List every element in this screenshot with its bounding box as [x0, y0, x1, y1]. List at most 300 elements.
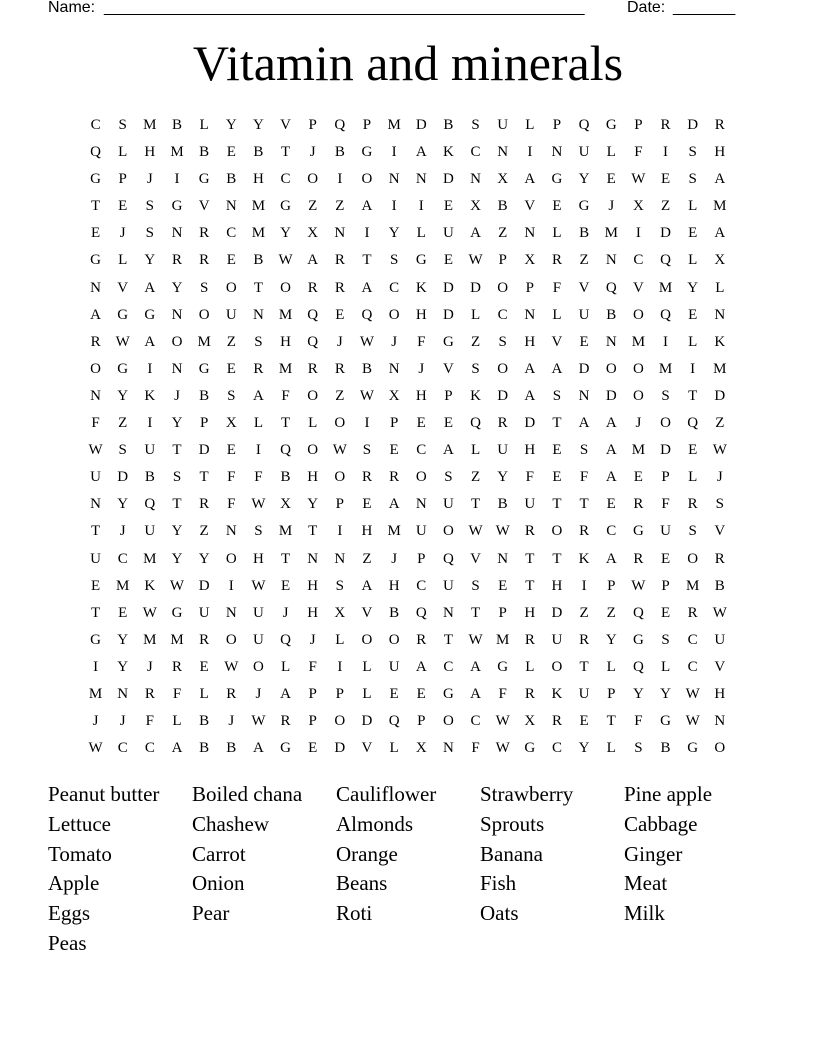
grid-letter: K — [144, 387, 156, 404]
word-list-item: Ginger — [624, 841, 683, 866]
grid-letter: R — [633, 550, 644, 567]
grid-letter: Y — [307, 496, 319, 513]
grid-letter: I — [663, 333, 669, 350]
grid-letter: O — [714, 740, 726, 757]
grid-letter: B — [280, 469, 291, 486]
grid-letter: M — [278, 523, 293, 540]
grid-letter: R — [171, 252, 182, 269]
grid-letter: S — [634, 740, 643, 757]
grid-letter: S — [254, 523, 263, 540]
grid-letter: R — [253, 360, 264, 377]
grid-letter: I — [93, 658, 99, 675]
grid-letter: L — [606, 144, 616, 161]
grid-letter: P — [362, 117, 372, 133]
grid-letter: K — [470, 387, 481, 404]
grid-letter: P — [607, 577, 616, 594]
grid-letter: A — [578, 415, 590, 432]
grid-letter: R — [361, 469, 372, 486]
grid-letter: Y — [578, 740, 590, 757]
grid-letter: R — [687, 604, 698, 621]
grid-letter: D — [415, 117, 427, 133]
grid-letter: B — [171, 117, 182, 133]
grid-letter: U — [252, 631, 264, 648]
grid-letter: O — [388, 306, 400, 323]
grid-letter: L — [688, 333, 698, 350]
grid-letter: D — [198, 442, 210, 459]
grid-letter: A — [605, 415, 617, 432]
grid-letter: V — [361, 604, 373, 621]
grid-letter: R — [524, 523, 535, 540]
grid-letter: H — [252, 171, 264, 188]
grid-letter: Y — [171, 415, 183, 432]
grid-letter: B — [199, 144, 210, 161]
grid-letter: N — [171, 225, 183, 242]
grid-letter: O — [307, 171, 319, 188]
grid-letter: G — [90, 171, 101, 188]
grid-letter: E — [90, 225, 101, 242]
grid-letter: Y — [117, 631, 129, 648]
grid-letter: E — [226, 442, 236, 459]
grid-letter: M — [143, 117, 157, 133]
grid-letter: Y — [117, 387, 129, 404]
grid-letter: G — [361, 144, 373, 161]
grid-letter: T — [525, 577, 535, 594]
grid-letter: O — [361, 171, 373, 188]
grid-letter: B — [579, 225, 590, 242]
grid-letter: J — [635, 415, 642, 432]
grid-letter: E — [362, 496, 372, 513]
grid-letter: G — [442, 333, 454, 350]
grid-letter: U — [415, 523, 427, 540]
grid-letter: B — [226, 171, 237, 188]
word-list-item: Cabbage — [624, 811, 698, 836]
word-list-item: Pine apple — [624, 782, 713, 806]
grid-letter: R — [199, 496, 210, 513]
grid-letter: G — [415, 252, 427, 269]
grid-letter: H — [307, 577, 319, 594]
grid-letter: A — [524, 171, 536, 188]
grid-letter: O — [171, 333, 183, 350]
grid-letter: G — [578, 198, 590, 215]
grid-letter: O — [605, 360, 617, 377]
grid-row — [82, 113, 734, 140]
grid-letter: L — [525, 117, 535, 133]
grid-letter: Q — [280, 631, 291, 648]
grid-letter: S — [661, 387, 670, 404]
grid-letter: S — [688, 171, 697, 188]
grid-letter: E — [660, 171, 671, 188]
grid-letter: N — [171, 360, 183, 377]
word-list-item: Apple — [48, 871, 100, 896]
grid-row — [82, 384, 734, 411]
grid-letter: B — [497, 496, 508, 513]
grid-letter: Q — [605, 279, 617, 296]
grid-letter: D — [470, 279, 481, 296]
grid-letter: M — [685, 577, 700, 594]
grid-letter: N — [714, 306, 726, 323]
grid-letter: P — [335, 496, 344, 513]
grid-letter: M — [658, 279, 673, 296]
grid-letter: U — [551, 631, 563, 648]
grid-letter: Q — [442, 550, 454, 567]
grid-letter: P — [607, 685, 616, 702]
grid-letter: G — [198, 171, 210, 188]
grid-letter: J — [336, 333, 343, 350]
grid-letter: A — [252, 387, 264, 404]
grid-letter: E — [416, 415, 426, 432]
grid-letter: V — [442, 360, 454, 377]
grid-letter: A — [361, 198, 373, 215]
grid-letter: G — [117, 360, 129, 377]
grid-letter: D — [687, 117, 699, 133]
grid-letter: E — [660, 604, 671, 621]
grid-letter: Z — [199, 523, 209, 540]
grid-letter: M — [88, 685, 103, 702]
grid-letter: M — [170, 144, 184, 161]
grid-letter: Y — [117, 496, 129, 513]
grid-letter: J — [228, 713, 235, 730]
grid-letter: L — [362, 685, 372, 702]
word-list-item: Roti — [336, 901, 373, 926]
grid-letter: Y — [171, 550, 183, 567]
grid-letter: Y — [198, 550, 210, 567]
grid-letter: Y — [280, 225, 291, 242]
grid-letter: C — [443, 658, 454, 675]
grid-letter: V — [470, 550, 481, 567]
grid-letter: K — [415, 279, 427, 296]
grid-letter: D — [442, 171, 454, 188]
grid-letter: L — [552, 306, 562, 323]
grid-letter: Z — [470, 469, 481, 486]
grid-letter: R — [660, 117, 671, 133]
grid-letter: S — [552, 387, 562, 404]
grid-letter: N — [334, 550, 346, 567]
grid-letter: J — [119, 523, 126, 540]
grid-letter: W — [712, 604, 727, 621]
grid-letter: P — [417, 713, 426, 730]
grid-letter: K — [144, 577, 156, 594]
grid-row — [82, 303, 734, 330]
grid-letter: C — [470, 713, 481, 730]
grid-letter: O — [334, 469, 346, 486]
grid-letter: B — [253, 144, 264, 161]
grid-letter: F — [634, 713, 643, 730]
grid-letter: H — [307, 469, 319, 486]
grid-letter: E — [416, 685, 426, 702]
grid-letter: O — [334, 415, 346, 432]
grid-letter: L — [389, 740, 399, 757]
grid-letter: O — [90, 360, 101, 377]
grid-letter: J — [418, 360, 425, 377]
grid-letter: O — [442, 713, 454, 730]
grid-letter: I — [527, 144, 533, 161]
grid-letter: O — [361, 631, 373, 648]
grid-letter: E — [118, 198, 128, 215]
grid-letter: U — [90, 469, 101, 486]
grid-letter: S — [145, 225, 155, 242]
grid-row — [82, 438, 734, 465]
grid-letter: T — [253, 279, 263, 296]
grid-letter: I — [337, 658, 343, 675]
grid-letter: E — [389, 685, 399, 702]
grid-letter: J — [174, 387, 180, 404]
grid-row — [82, 465, 734, 492]
grid-letter: O — [252, 658, 264, 675]
grid-letter: I — [228, 577, 234, 594]
grid-letter: Q — [632, 658, 644, 675]
header-line — [48, 0, 748, 20]
grid-letter: V — [632, 279, 644, 296]
grid-letter: L — [688, 469, 698, 486]
grid-letter: H — [714, 144, 726, 161]
grid-letter: O — [632, 360, 644, 377]
word-list-item: Pear — [192, 901, 230, 926]
grid-letter: I — [337, 523, 343, 540]
grid-letter: Z — [470, 333, 481, 350]
grid-letter: A — [470, 658, 481, 675]
grid-letter: M — [116, 577, 130, 594]
grid-letter: D — [442, 306, 454, 323]
date-blank-line: _______ — [673, 0, 736, 16]
grid-letter: H — [524, 442, 536, 459]
grid-row — [82, 547, 734, 574]
grid-letter: W — [115, 333, 130, 350]
grid-letter: C — [606, 523, 617, 540]
grid-letter: Y — [578, 171, 590, 188]
grid-letter: P — [661, 469, 670, 486]
grid-letter: C — [144, 740, 155, 757]
grid-letter: F — [498, 685, 507, 702]
word-list-item: Oats — [480, 901, 519, 926]
grid-letter: Z — [362, 550, 372, 567]
grid-letter: Z — [308, 198, 318, 215]
grid-letter: B — [714, 577, 725, 594]
grid-letter: M — [197, 333, 211, 350]
grid-letter: T — [90, 604, 101, 621]
grid-letter: Y — [687, 279, 699, 296]
grid-letter: U — [90, 550, 101, 567]
grid-letter: N — [415, 171, 427, 188]
grid-letter: O — [632, 306, 644, 323]
grid-row — [82, 194, 734, 221]
grid-letter: T — [90, 198, 101, 215]
grid-letter: T — [90, 523, 101, 540]
grid-letter: N — [388, 171, 400, 188]
grid-letter: H — [252, 550, 264, 567]
grid-letter: L — [525, 658, 535, 675]
grid-letter: Q — [90, 144, 101, 161]
grid-letter: J — [119, 225, 126, 242]
grid-letter: U — [225, 306, 237, 323]
grid-row — [82, 411, 734, 438]
grid-letter: W — [88, 740, 103, 757]
grid-letter: C — [117, 550, 128, 567]
grid-row — [82, 601, 734, 628]
grid-letter: X — [307, 225, 319, 242]
grid-letter: L — [199, 685, 209, 702]
grid-letter: N — [90, 387, 101, 404]
grid-letter: P — [525, 279, 534, 296]
grid-letter: P — [634, 117, 643, 133]
grid-letter: E — [118, 604, 128, 621]
grid-letter: O — [442, 523, 454, 540]
grid-letter: Z — [335, 198, 345, 215]
word-list-item: Almonds — [336, 811, 414, 836]
grid-letter: P — [199, 415, 209, 432]
grid-letter: O — [388, 631, 400, 648]
grid-letter: L — [308, 415, 318, 432]
grid-letter: H — [388, 577, 400, 594]
grid-letter: M — [387, 523, 401, 540]
grid-letter: I — [418, 198, 424, 215]
grid-letter: J — [92, 713, 99, 730]
grid-letter: P — [308, 117, 317, 133]
grid-letter: P — [417, 550, 426, 567]
grid-letter: I — [147, 360, 153, 377]
grid-letter: T — [172, 496, 182, 513]
grid-letter: W — [251, 577, 266, 594]
grid-letter: I — [364, 225, 370, 242]
grid-letter: O — [334, 713, 346, 730]
grid-letter: H — [144, 144, 156, 161]
grid-row — [82, 519, 734, 546]
grid-letter: Z — [579, 604, 589, 621]
grid-letter: X — [388, 387, 400, 404]
grid-letter: M — [496, 631, 510, 648]
grid-letter: I — [255, 442, 261, 459]
grid-letter: E — [606, 171, 616, 188]
word-list-item: Peanut butter — [48, 782, 160, 806]
grid-letter: R — [226, 685, 237, 702]
grid-letter: I — [391, 198, 397, 215]
grid-letter: C — [497, 306, 508, 323]
grid-letter: K — [551, 685, 563, 702]
grid-letter: I — [663, 144, 669, 161]
word-list-item: Boiled chana — [192, 782, 303, 806]
grid-letter: L — [552, 225, 562, 242]
grid-letter: S — [362, 442, 372, 459]
grid-letter: A — [90, 306, 101, 323]
page-title: Vitamin and minerals — [192, 35, 624, 91]
grid-letter: S — [145, 198, 155, 215]
grid-letter: X — [225, 415, 237, 432]
grid-letter: W — [251, 713, 266, 730]
grid-letter: R — [199, 225, 210, 242]
grid-letter: M — [631, 442, 646, 459]
grid-letter: S — [254, 333, 263, 350]
grid-letter: A — [415, 658, 427, 675]
grid-letter: V — [551, 333, 563, 350]
grid-letter: S — [227, 387, 236, 404]
grid-letter: O — [551, 523, 563, 540]
date-label: Date: — [627, 0, 666, 16]
grid-letter: G — [524, 740, 536, 757]
grid-letter: U — [578, 144, 590, 161]
grid-letter: R — [714, 117, 725, 133]
grid-letter: F — [91, 415, 100, 432]
grid-letter: N — [225, 523, 237, 540]
grid-letter: L — [606, 658, 616, 675]
grid-letter: T — [525, 550, 535, 567]
grid-letter: Z — [660, 198, 671, 215]
grid-row — [82, 682, 734, 709]
grid-letter: T — [552, 550, 562, 567]
grid-letter: P — [308, 713, 317, 730]
grid-letter: A — [361, 577, 373, 594]
grid-letter: Q — [388, 713, 400, 730]
grid-letter: E — [579, 333, 589, 350]
grid-letter: C — [226, 225, 237, 242]
grid-letter: Q — [632, 604, 644, 621]
word-list-item: Sprouts — [480, 811, 545, 836]
grid-letter: P — [444, 387, 453, 404]
grid-letter: S — [335, 577, 344, 594]
grid-letter: B — [389, 604, 400, 621]
grid-letter: W — [251, 496, 266, 513]
grid-letter: Q — [470, 415, 481, 432]
grid-letter: P — [308, 685, 317, 702]
grid-letter: O — [497, 360, 509, 377]
grid-letter: W — [278, 252, 293, 269]
grid-letter: L — [172, 713, 182, 730]
word-list-item: Meat — [624, 871, 668, 896]
grid-letter: E — [552, 442, 562, 459]
grid-letter: N — [225, 198, 237, 215]
grid-letter: Z — [606, 604, 616, 621]
grid-letter: P — [335, 685, 344, 702]
grid-letter: Q — [415, 604, 427, 621]
grid-letter: F — [552, 279, 562, 296]
grid-letter: T — [280, 550, 291, 567]
grid-letter: Q — [660, 252, 671, 269]
grid-letter: J — [119, 713, 126, 730]
grid-row — [82, 221, 734, 248]
grid-letter: W — [495, 523, 510, 540]
grid-letter: A — [714, 171, 726, 188]
grid-letter: D — [442, 279, 454, 296]
grid-letter: X — [524, 713, 536, 730]
grid-letter: T — [470, 604, 481, 621]
grid-letter: I — [391, 144, 397, 161]
grid-letter: H — [524, 604, 536, 621]
grid-letter: A — [605, 442, 617, 459]
grid-letter: W — [685, 685, 700, 702]
grid-row — [82, 574, 734, 601]
grid-letter: N — [524, 225, 536, 242]
grid-letter: Y — [225, 117, 237, 133]
grid-letter: A — [714, 225, 726, 242]
grid-letter: B — [144, 469, 155, 486]
grid-letter: G — [280, 198, 291, 215]
word-list-item: Fish — [480, 871, 517, 896]
grid-letter: M — [251, 198, 266, 215]
grid-letter: G — [551, 171, 563, 188]
grid-letter: O — [687, 550, 699, 567]
grid-letter: E — [443, 252, 453, 269]
grid-letter: R — [334, 252, 345, 269]
grid-letter: X — [497, 171, 509, 188]
grid-letter: E — [688, 442, 698, 459]
grid-letter: W — [169, 577, 185, 594]
grid-letter: A — [361, 279, 373, 296]
grid-letter: M — [278, 360, 293, 377]
grid-letter: I — [364, 415, 370, 432]
grid-row — [82, 276, 734, 303]
grid-letter: S — [118, 442, 127, 459]
grid-letter: R — [497, 415, 508, 432]
grid-letter: G — [442, 685, 454, 702]
grid-letter: M — [278, 306, 293, 323]
